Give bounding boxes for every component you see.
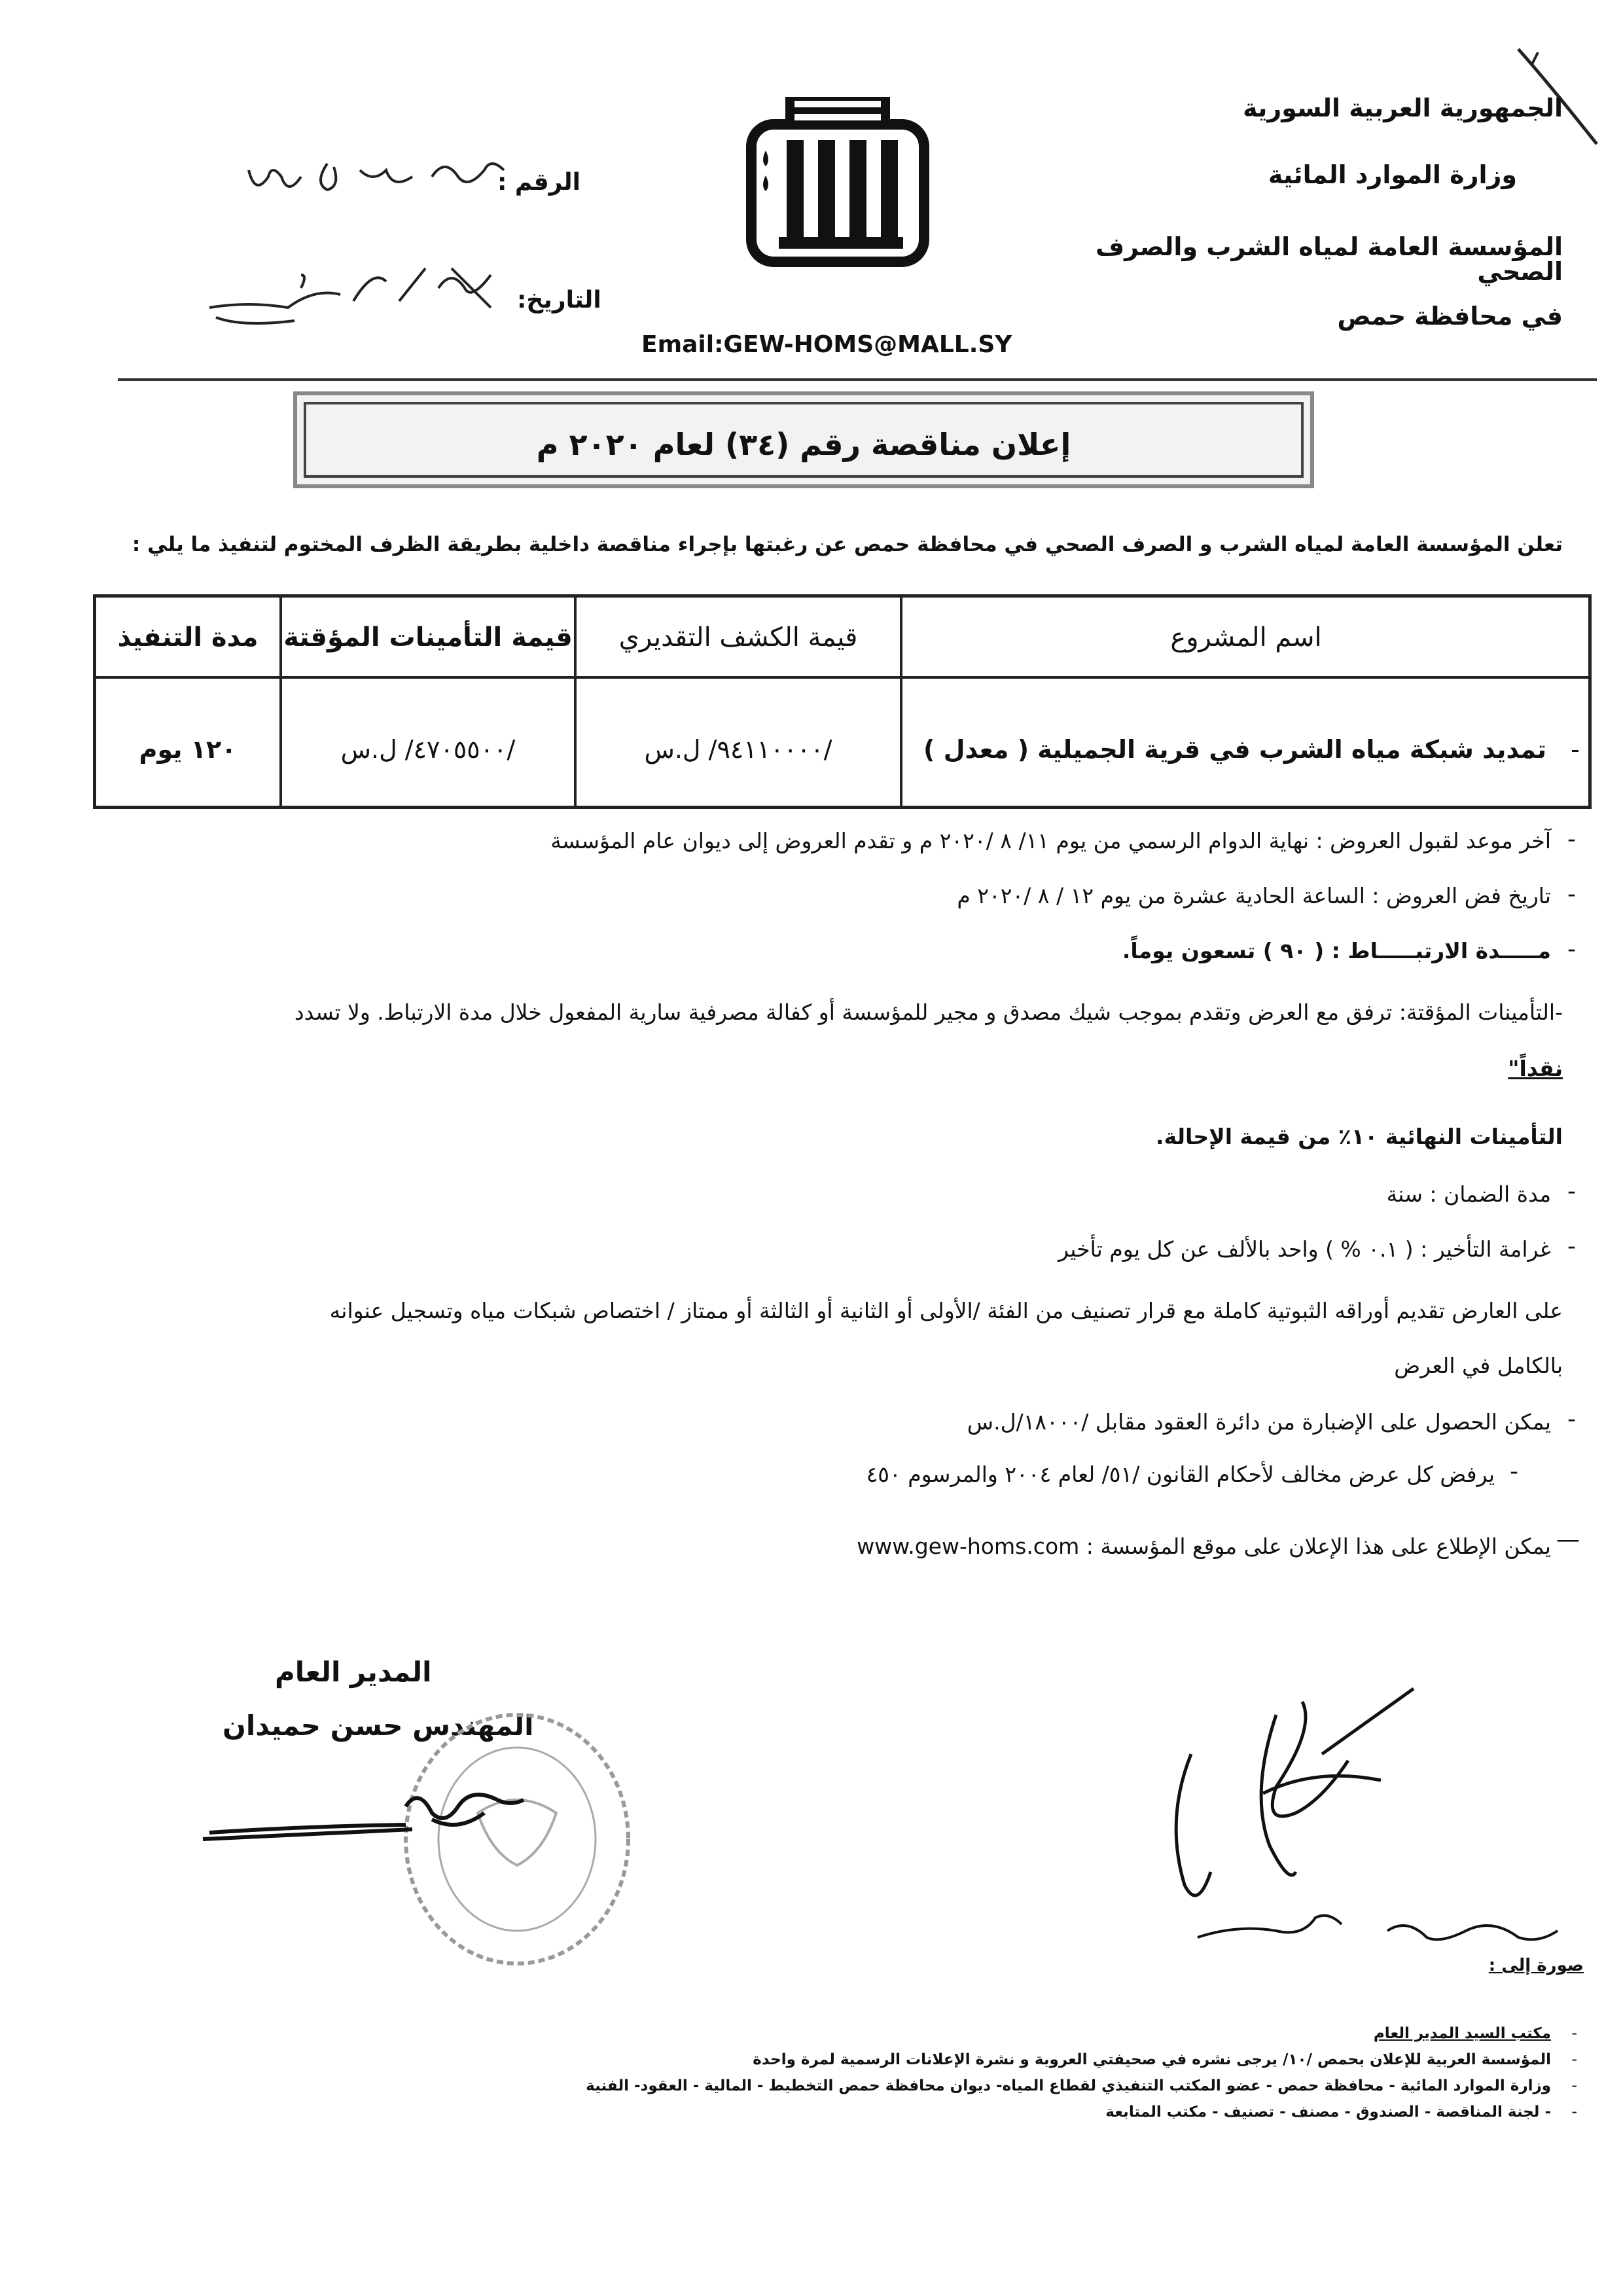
table-header-divider bbox=[96, 676, 1588, 679]
bullet-dash: - bbox=[1571, 2076, 1577, 2094]
temporary-insurance-line-2: نقداً" bbox=[1508, 1056, 1563, 1081]
tender-table bbox=[93, 594, 1592, 809]
website-line: يمكن الإطلاع على هذا الإعلان على موقع المؤسسة : www.gew-homs.com bbox=[857, 1534, 1551, 1559]
final-insurance-line: التأمينات النهائية ١٠٪ من قيمة الإحالة. bbox=[1156, 1124, 1563, 1149]
cell-estimate: /٩٤١١٠٠٠٠/ ل.س bbox=[644, 735, 832, 764]
bullet-dash: - bbox=[1567, 1406, 1576, 1433]
copy-recipient: المؤسسة العربية للإعلان بحمص /١٠/ يرجى نشره في صحيفتي العروبة و نشرة الإعلانات الرسمية لمرة واحدة bbox=[753, 2051, 1551, 2068]
penalty-line: غرامة التأخير : ( ٠.١ % ) واحد بالألف عن كل يوم تأخير bbox=[1058, 1236, 1551, 1262]
republic-name: الجمهورية العربية السورية bbox=[1243, 94, 1563, 122]
bullet-dash: — bbox=[1556, 1526, 1580, 1553]
ministry-name: وزارة الموارد المائية bbox=[1268, 160, 1517, 189]
deadline-line: آخر موعد لقبول العروض : نهاية الدوام الرسمي من يوم ١١/ ٨ /٢٠٢٠ م و تقدم العروض إلى ديوان عام المؤسسة bbox=[550, 828, 1551, 853]
cell-duration: ١٢٠ يوم bbox=[139, 735, 237, 764]
classification-line-2: بالكامل في العرض bbox=[1394, 1353, 1563, 1378]
opening-line: تاريخ فض العروض : الساعة الحادية عشرة من يوم ١٢ / ٨ /٢٠٢٠ م bbox=[957, 883, 1551, 908]
governorate-name: في محافظة حمص bbox=[1337, 302, 1563, 331]
copy-recipient: - لجنة المناقصة - الصندوق - مصنف - تصنيف - مكتب المتابعة bbox=[1105, 2104, 1551, 2121]
bullet-dash: - bbox=[1567, 1233, 1576, 1260]
bullet-dash: - bbox=[1567, 881, 1576, 908]
copy-recipient: وزارة الموارد المائية - محافظة حمص - عضو المكتب التنفيذي لقطاع المياه- ديوان محافظة حمص التخطيط - المالية - العقود- الفنية bbox=[586, 2077, 1551, 2094]
reference-number-label: الرقم : bbox=[497, 169, 580, 196]
director-signature bbox=[196, 1767, 563, 1852]
handwritten-signature bbox=[1165, 1676, 1459, 1931]
intro-paragraph: تعلن المؤسسة العامة لمياه الشرب و الصرف الصحي في محافظة حمص عن رغبتها بإجراء مناقصة داخلية بطريقة الظرف المختوم لتنفيذ ما يلي : bbox=[132, 533, 1563, 556]
cell-deposit: /٤٧٠٥٥٠٠/ ل.س bbox=[340, 735, 516, 764]
organization-logo bbox=[740, 92, 936, 268]
bullet-dash: - bbox=[1571, 2102, 1577, 2121]
header-deposit: قيمة التأمينات المؤقتة bbox=[283, 622, 573, 653]
organization-name: المؤسسة العامة لمياه الشرب والصرف الصحي bbox=[1095, 232, 1563, 286]
header-project-name: اسم المشروع bbox=[1170, 622, 1322, 653]
header-estimate: قيمة الكشف التقديري bbox=[618, 622, 858, 653]
bullet-dash: - bbox=[1571, 2050, 1577, 2068]
copies-label: صورة إلى : bbox=[1488, 1956, 1584, 1975]
handwritten-reference-number bbox=[236, 151, 510, 209]
date-label: التاريخ: bbox=[517, 287, 601, 314]
cell-project-name: تمديد شبكة مياه الشرب في قرية الجميلية ( معدل ) bbox=[923, 735, 1547, 764]
temporary-insurance-line: -التأمينات المؤقتة: ترفق مع العرض وتقدم بموجب شيك مصدق و مجير للمؤسسة أو كفالة مصرفية سارية المفعول خلال مدة الارتباط. ولا تسدد bbox=[294, 999, 1563, 1025]
binding-line: مـــــدة الارتبـــــاط : ( ٩٠ ) تسعون يوماً. bbox=[1122, 938, 1551, 963]
bullet-dash: - bbox=[1571, 2024, 1577, 2042]
bullet-dash: - bbox=[1567, 826, 1576, 853]
folder-line: يمكن الحصول على الإضبارة من دائرة العقود مقابل /١٨٠٠٠/ل.س bbox=[967, 1409, 1551, 1435]
announcement-title: إعلان مناقصة رقم (٣٤) لعام ٢٠٢٠ م bbox=[536, 427, 1071, 462]
handwritten-date bbox=[203, 262, 517, 334]
header-duration: مدة التنفيذ bbox=[117, 622, 259, 653]
copy-signature bbox=[1191, 1905, 1584, 1957]
rejection-line: يرفض كل عرض مخالف لأحكام القانون /٥١/ لعام ٢٠٠٤ والمرسوم ٤٥٠ bbox=[866, 1462, 1495, 1487]
email-address: Email:GEW-HOMS@MALL.SY bbox=[641, 331, 1012, 358]
announcement-title-box bbox=[293, 391, 1314, 488]
signatory-title: المدير العام bbox=[275, 1656, 432, 1688]
bullet-dash: - bbox=[1510, 1458, 1518, 1485]
classification-line: على العارض تقديم أوراقه الثبوتية كاملة مع قرار تصنيف من الفئة /الأولى أو الثانية أو الثالثة أو ممتاز / اختصاص شبكات مياه وتسجيل عنوانه bbox=[329, 1298, 1563, 1323]
signatory-name: المهندس حسن حميدان bbox=[223, 1710, 534, 1742]
bullet-dash: - bbox=[1567, 1178, 1576, 1205]
bullet-dash: - bbox=[1567, 936, 1576, 963]
guarantee-line: مدة الضمان : سنة bbox=[1386, 1181, 1551, 1207]
header-divider bbox=[118, 378, 1597, 381]
copy-recipient: مكتب السيد المدير العام bbox=[1373, 2025, 1551, 2042]
row-dash: - bbox=[1571, 735, 1580, 764]
letterhead bbox=[1065, 79, 1563, 329]
